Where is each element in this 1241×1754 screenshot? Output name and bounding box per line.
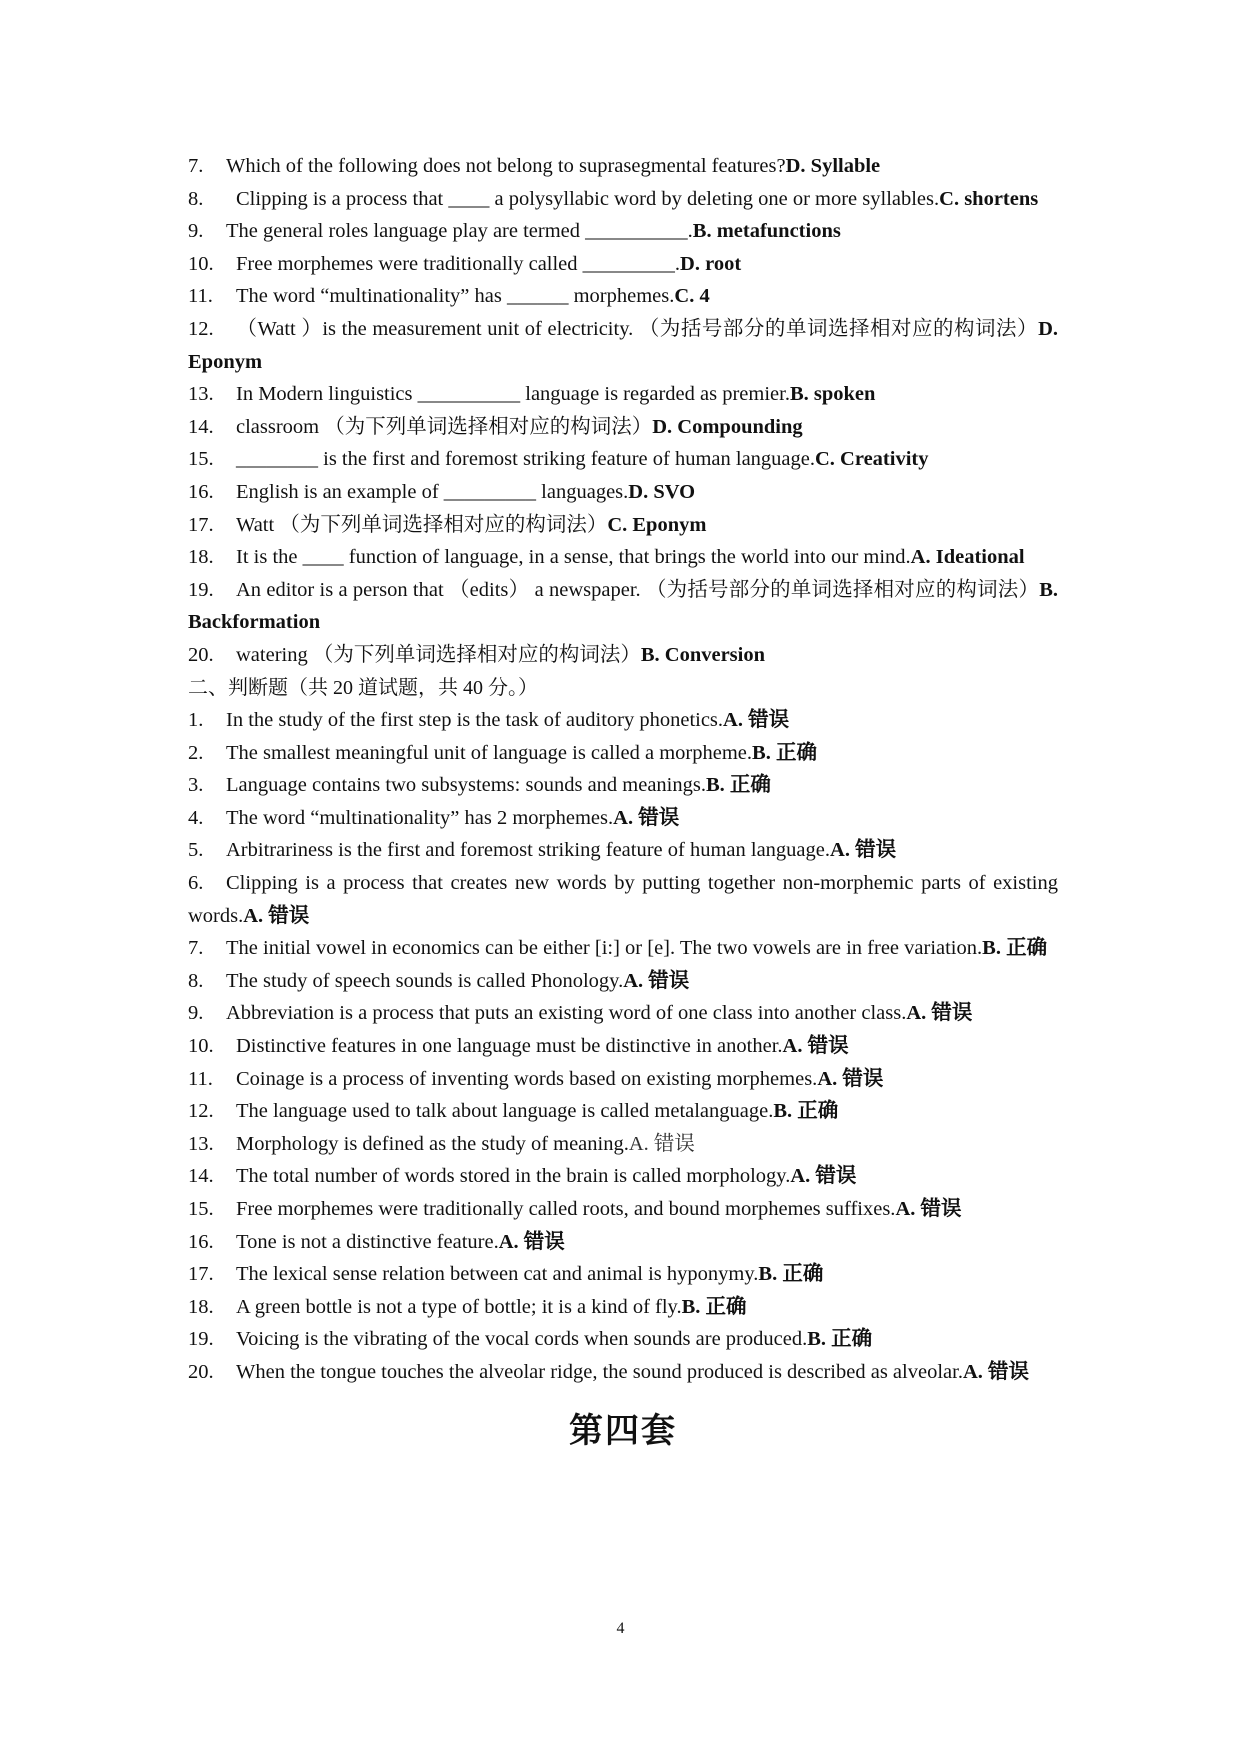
question-answer: B. spoken — [789, 383, 876, 406]
question-answer: B. 正确 — [681, 1295, 747, 1318]
question-line — [188, 476, 1058, 509]
question-answer: A. 错误 — [906, 1002, 973, 1025]
question-text: watering （为下列单词选择相对应的构词法） — [236, 643, 641, 666]
question-number: 1. — [188, 709, 204, 732]
question-text: Language contains two subsystems: sounds and meanings. — [226, 774, 706, 797]
question-number: 20. — [188, 1360, 214, 1383]
question-text: Free morphemes were traditionally called roots, and bound morphemes suffixes. — [236, 1198, 896, 1220]
question-text: Clipping is a process that creates new words by putting together non-morphemic parts of existing words. — [188, 872, 1058, 927]
question-number: 14. — [188, 1165, 214, 1188]
question-text: In the study of the first step is the task of auditory phonetics. — [226, 709, 724, 732]
question-answer: D. SVO — [628, 480, 696, 503]
question-number: 3. — [188, 774, 204, 797]
question-number: 7. — [188, 937, 204, 960]
question-answer: D. Syllable — [785, 155, 881, 177]
question-text: Free morphemes were traditionally called _________. — [236, 252, 681, 275]
tf-question-line — [188, 1226, 1058, 1259]
question-text: The general roles language play are termed __________. — [226, 220, 693, 243]
tf-question-line — [188, 802, 1058, 835]
question-text: Voicing is the vibrating of the vocal cords when sounds are produced. — [236, 1328, 808, 1351]
question-line — [188, 541, 1058, 574]
question-text: Clipping is a process that ____ a polysyllabic word by deleting one or more syllables. — [236, 187, 940, 210]
tf-question-line — [188, 1128, 1058, 1161]
question-answer: B. 正确 — [807, 1328, 873, 1351]
question-number: 8. — [188, 187, 204, 210]
question-line — [188, 411, 1058, 444]
tf-question-line — [188, 997, 1058, 1030]
question-number: 18. — [188, 1295, 214, 1318]
question-number: 11. — [188, 1067, 213, 1090]
question-text: The initial vowel in economics can be either [i:] or [e]. The two vowels are in free variation. — [226, 937, 983, 960]
question-text: The word “multinationality” has ______ morphemes. — [236, 285, 675, 308]
tf-question-line — [188, 769, 1058, 802]
question-answer: C. 4 — [674, 285, 710, 308]
question-number: 16. — [188, 480, 214, 503]
question-text: When the tongue touches the alveolar ridge, the sound produced is described as alveolar. — [236, 1360, 963, 1383]
question-answer: B. Backformation — [188, 578, 1058, 634]
tf-question-line — [188, 834, 1058, 867]
question-answer: B. Conversion — [640, 643, 766, 666]
question-text: Arbitrariness is the first and foremost striking feature of human language. — [226, 839, 831, 862]
question-number: 9. — [188, 1002, 204, 1025]
question-number: 19. — [188, 1328, 214, 1351]
tf-question-line — [188, 932, 1058, 965]
question-answer: C. shortens — [939, 187, 1039, 210]
question-answer: A. 错误 — [613, 806, 680, 829]
question-line — [188, 443, 1058, 476]
tf-question-line — [188, 1063, 1058, 1096]
question-answer: B. 正确 — [758, 1263, 824, 1286]
question-number: 14. — [188, 415, 214, 438]
question-line — [188, 215, 1058, 248]
question-number: 19. — [188, 578, 214, 601]
page-number: 4 — [616, 1620, 625, 1637]
tf-question-line — [188, 1030, 1058, 1063]
question-answer: C. Creativity — [815, 448, 929, 471]
question-number: 15. — [188, 1198, 214, 1220]
question-answer: A. 错误 — [723, 709, 790, 732]
question-text: Tone is not a distinctive feature. — [236, 1230, 499, 1253]
question-answer: A. Ideational — [910, 546, 1025, 569]
question-answer: A. 错误 — [628, 1132, 695, 1155]
question-text: The total number of words stored in the brain is called morphology. — [236, 1165, 791, 1188]
question-number: 4. — [188, 806, 204, 829]
question-number: 5. — [188, 839, 204, 862]
question-answer: A. 错误 — [830, 839, 897, 862]
question-answer: D. Compounding — [652, 415, 803, 438]
question-line — [188, 280, 1058, 313]
question-answer: A. 错误 — [817, 1067, 884, 1090]
tf-question-line — [188, 1258, 1058, 1291]
question-answer: B. metafunctions — [692, 220, 841, 243]
question-text: An editor is a person that （edits） a newspaper. （为括号部分的单词选择相对应的构词法） — [236, 578, 1040, 601]
question-text: The smallest meaningful unit of language is called a morpheme. — [226, 741, 753, 764]
question-number: 12. — [188, 317, 214, 340]
question-number: 2. — [188, 741, 204, 764]
document-body — [188, 150, 1058, 1452]
question-text: The language used to talk about language is called metalanguage. — [236, 1100, 774, 1123]
question-answer: A. 错误 — [498, 1230, 565, 1253]
question-number: 10. — [188, 252, 214, 275]
section-heading: 二、判断题（共 20 道试题，共 40 分。） — [188, 676, 538, 699]
question-number: 10. — [188, 1035, 214, 1058]
question-answer: A. 错误 — [243, 904, 310, 927]
question-line — [188, 378, 1058, 411]
question-text: Distinctive features in one language must be distinctive in another. — [236, 1035, 783, 1058]
question-text: The word “multinationality” has 2 morphemes. — [226, 806, 614, 829]
question-number: 17. — [188, 513, 214, 536]
question-number: 8. — [188, 969, 204, 992]
question-number: 18. — [188, 546, 214, 569]
question-text: English is an example of _________ languages. — [236, 480, 629, 503]
question-answer: B. 正确 — [752, 741, 817, 764]
question-number: 11. — [188, 285, 213, 308]
question-text: ________ is the first and foremost striking feature of human language. — [236, 448, 815, 471]
question-number: 7. — [188, 155, 204, 177]
set-title: 第四套 — [569, 1410, 677, 1451]
tf-question-line — [188, 1095, 1058, 1128]
question-line — [188, 248, 1058, 281]
question-text: Abbreviation is a process that puts an existing word of one class into another class. — [226, 1002, 907, 1025]
question-answer: A. 错误 — [962, 1360, 1030, 1383]
question-answer: D. root — [680, 252, 742, 275]
question-text: （Watt ）is the measurement unit of electricity. （为括号部分的单词选择相对应的构词法） — [236, 317, 1039, 340]
tf-question-line — [188, 965, 1058, 998]
question-text: Coinage is a process of inventing words based on existing morphemes. — [236, 1067, 818, 1090]
question-text: It is the ____ function of language, in a sense, that brings the world into our mind. — [236, 546, 911, 569]
question-answer: B. 正确 — [705, 774, 771, 797]
tf-question-line — [188, 704, 1058, 737]
tf-question-line — [188, 1323, 1058, 1356]
question-number: 13. — [188, 1132, 214, 1155]
tf-question-line — [188, 1356, 1058, 1389]
question-text: classroom （为下列单词选择相对应的构词法） — [236, 415, 653, 438]
question-line — [188, 150, 1058, 183]
tf-question-line — [188, 737, 1058, 770]
question-text: Watt （为下列单词选择相对应的构词法） — [236, 513, 608, 536]
tf-question-line — [188, 1291, 1058, 1324]
question-text: Morphology is defined as the study of meaning. — [236, 1132, 629, 1155]
question-text: The study of speech sounds is called Phonology. — [226, 969, 624, 992]
question-number: 16. — [188, 1230, 214, 1253]
tf-question-line — [188, 867, 1058, 932]
question-answer: A. 错误 — [895, 1198, 962, 1220]
question-text: A green bottle is not a type of bottle; it is a kind of fly. — [236, 1295, 682, 1318]
question-answer: A. 错误 — [623, 969, 690, 992]
question-number: 17. — [188, 1263, 214, 1286]
question-answer: B. 正确 — [773, 1100, 839, 1123]
question-answer: A. 错误 — [782, 1035, 849, 1058]
question-number: 15. — [188, 448, 214, 471]
question-number: 6. — [188, 872, 204, 895]
question-number: 20. — [188, 643, 214, 666]
question-answer: B. 正确 — [982, 937, 1048, 960]
question-line — [188, 639, 1058, 672]
question-answer: D. Eponym — [188, 317, 1058, 373]
question-text: In Modern linguistics __________ language is regarded as premier. — [236, 383, 790, 406]
tf-question-line — [188, 1193, 1058, 1226]
question-line — [188, 313, 1058, 378]
tf-question-line — [188, 1160, 1058, 1193]
question-answer: C. Eponym — [607, 513, 707, 536]
question-line — [188, 509, 1058, 542]
question-number: 13. — [188, 383, 214, 406]
question-line — [188, 574, 1058, 639]
question-number: 9. — [188, 220, 204, 243]
question-text: Which of the following does not belong to suprasegmental features? — [226, 155, 786, 177]
question-number: 12. — [188, 1100, 214, 1123]
question-answer: A. 错误 — [790, 1165, 857, 1188]
question-text: The lexical sense relation between cat and animal is hyponymy. — [236, 1263, 759, 1286]
question-line — [188, 183, 1058, 216]
